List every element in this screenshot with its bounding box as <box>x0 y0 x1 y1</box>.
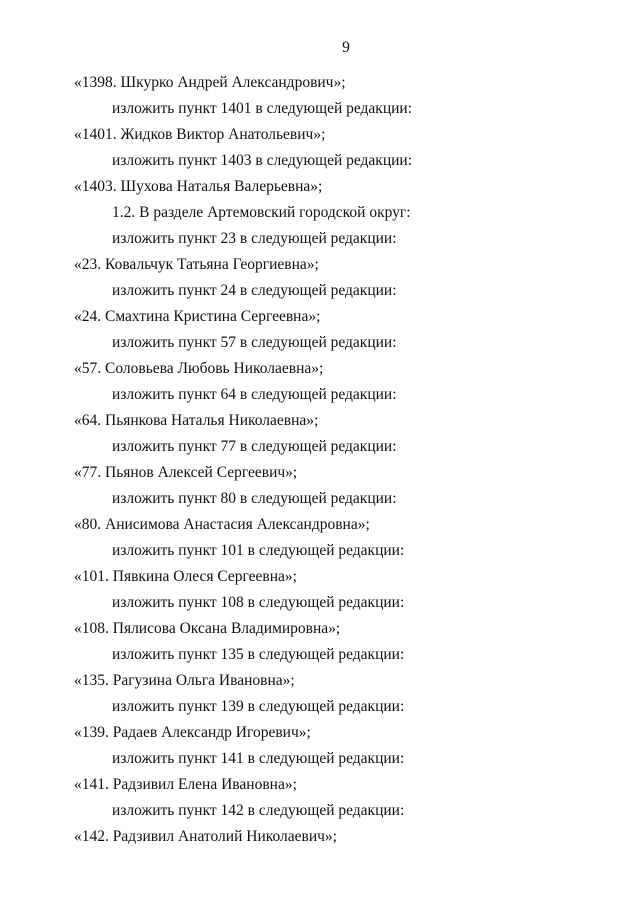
document-line: изложить пункт 101 в следующей редакции: <box>112 542 405 559</box>
document-line: «135. Рагузина Ольга Ивановна»; <box>74 672 295 689</box>
document-line: изложить пункт 23 в следующей редакции: <box>112 230 397 247</box>
document-line: «108. Пялисова Оксана Владимировна»; <box>74 620 341 637</box>
document-line: изложить пункт 64 в следующей редакции: <box>112 386 397 403</box>
document-line: изложить пункт 135 в следующей редакции: <box>112 646 405 663</box>
document-line: «1398. Шкурко Андрей Александрович»; <box>74 74 346 91</box>
document-line: «64. Пьянкова Наталья Николаевна»; <box>74 412 319 429</box>
document-line: изложить пункт 141 в следующей редакции: <box>112 750 405 767</box>
document-line: «141. Радзивил Елена Ивановна»; <box>74 776 297 793</box>
document-line: «139. Радаев Александр Игоревич»; <box>74 724 311 741</box>
document-line: «142. Радзивил Анатолий Николаевич»; <box>74 828 337 845</box>
document-line: «77. Пьянов Алексей Сергеевич»; <box>74 464 298 481</box>
document-line: «24. Смахтина Кристина Сергеевна»; <box>74 308 321 325</box>
document-line: изложить пункт 1403 в следующей редакции: <box>112 152 413 169</box>
document-line: изложить пункт 57 в следующей редакции: <box>112 334 397 351</box>
document-line: «23. Ковальчук Татьяна Георгиевна»; <box>74 256 319 273</box>
document-line: «57. Соловьева Любовь Николаевна»; <box>74 360 324 377</box>
document-line: 1.2. В разделе Артемовский городской округ: <box>112 204 411 221</box>
document-line: изложить пункт 80 в следующей редакции: <box>112 490 397 507</box>
page-number: 9 <box>342 39 350 56</box>
document-line: «1403. Шухова Наталья Валерьевна»; <box>74 178 323 195</box>
document-body <box>0 70 640 850</box>
document-line: «1401. Жидков Виктор Анатольевич»; <box>74 126 326 143</box>
document-line: изложить пункт 1401 в следующей редакции: <box>112 100 413 117</box>
document-line: изложить пункт 24 в следующей редакции: <box>112 282 397 299</box>
document-line: «80. Анисимова Анастасия Александровна»; <box>74 516 370 533</box>
document-line: изложить пункт 77 в следующей редакции: <box>112 438 397 455</box>
document-line: изложить пункт 142 в следующей редакции: <box>112 802 405 819</box>
document-line: изложить пункт 108 в следующей редакции: <box>112 594 405 611</box>
document-line: изложить пункт 139 в следующей редакции: <box>112 698 405 715</box>
document-line: «101. Пявкина Олеся Сергеевна»; <box>74 568 297 585</box>
